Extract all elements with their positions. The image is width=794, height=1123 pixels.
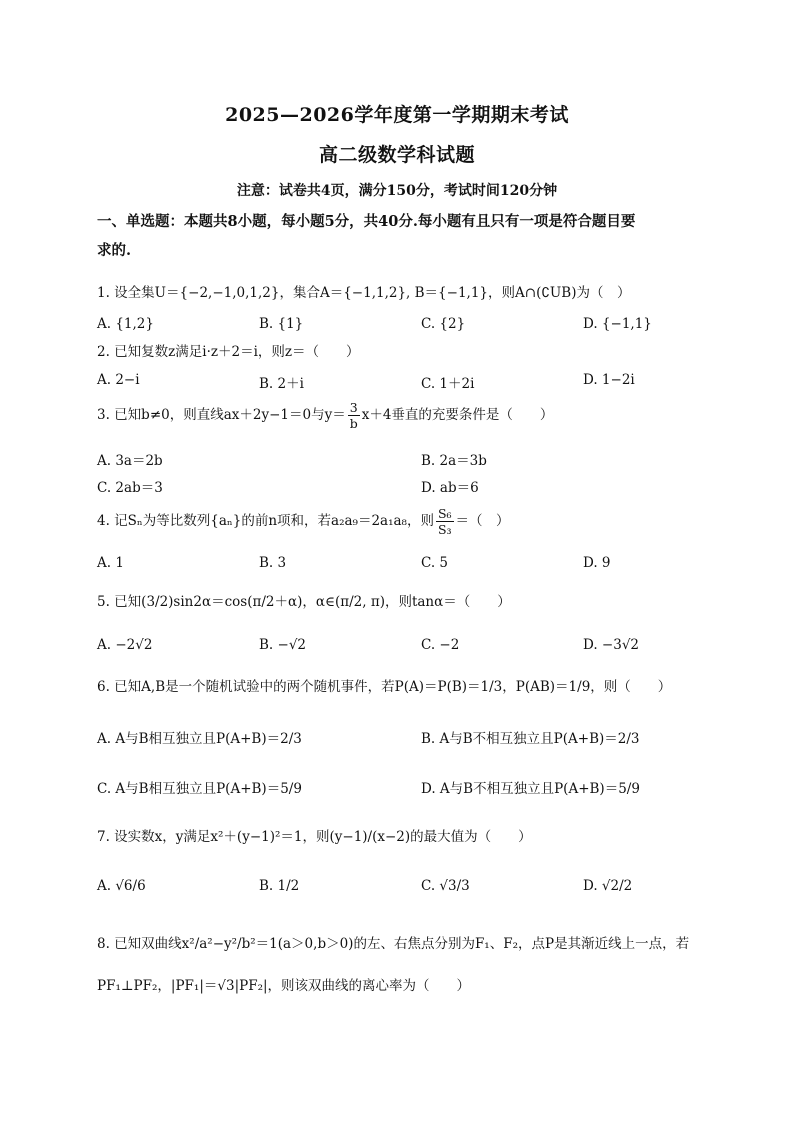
section-heading-line-2: 求的.	[97, 242, 132, 259]
fraction-numerator: 3	[348, 400, 360, 416]
option-a[interactable]: A. {1,2}	[97, 316, 154, 332]
question-6-options-row-2	[97, 777, 707, 799]
option-d[interactable]: D. −3√2	[583, 637, 640, 653]
option-d[interactable]: D. {−1,1}	[583, 316, 652, 332]
option-b[interactable]: B. A与B不相互独立且P(A+B)＝2/3	[421, 731, 640, 747]
exam-notice: 注意：试卷共4页，满分150分，考试时间120分钟	[236, 183, 558, 199]
option-d[interactable]: D. √2/2	[583, 878, 633, 894]
option-b[interactable]: B. 2a＝3b	[421, 453, 487, 469]
question-2-options	[97, 372, 707, 394]
option-d[interactable]: D. A与B不相互独立且P(A+B)＝5/9	[421, 781, 640, 797]
option-c[interactable]: C. 2ab＝3	[97, 480, 163, 496]
question-3	[97, 400, 707, 431]
question-4-text-before: 4. 记Sₙ为等比数列{aₙ}的前n项和，若a₂a₉＝2a₁a₈，则	[97, 513, 434, 529]
question-4-fraction	[436, 506, 454, 537]
option-a[interactable]: A. −2√2	[97, 637, 153, 653]
question-4-text-after: ＝（ ）	[455, 513, 510, 529]
option-c[interactable]: C. √3/3	[421, 878, 470, 894]
option-c[interactable]: C. 5	[421, 555, 449, 571]
option-b[interactable]: B. 2＋i	[259, 376, 304, 392]
option-a[interactable]: A. 2−i	[97, 372, 140, 388]
fraction-numerator: S₆	[437, 506, 452, 521]
question-6: 6. 已知A,B是一个随机试验中的两个随机事件，若P(A)＝P(B)＝1/3，P(AB)＝1/9，则（ ）	[97, 679, 672, 695]
option-c[interactable]: C. −2	[421, 637, 460, 653]
question-8-line-2: PF₁⊥PF₂，|PF₁|＝√3|PF₂|，则该双曲线的离心率为（ ）	[97, 978, 471, 994]
question-8-line-1: 8. 已知双曲线x²/a²−y²/b²＝1(a＞0,b＞0)的左、右焦点分别为F₁、F₂，点P是其渐近线上一点，若	[97, 936, 690, 952]
option-b[interactable]: B. −√2	[259, 637, 307, 653]
option-b[interactable]: B. {1}	[259, 316, 304, 332]
question-7-options	[97, 878, 707, 900]
exam-subtitle: 高二级数学科试题	[318, 144, 475, 166]
question-4	[97, 506, 707, 537]
question-1: 1. 设全集U＝{−2,−1,0,1,2}，集合A＝{−1,1,2}, B＝{−1,1}，则A∩(∁UB)为（ ）	[97, 285, 631, 301]
section-heading	[97, 207, 707, 265]
question-3-text-before: 3. 已知b≠0，则直线ax＋2y−1＝0与y＝	[97, 407, 346, 423]
option-b[interactable]: B. 3	[259, 555, 287, 571]
question-2: 2. 已知复数z满足i·z＋2＝i，则z＝（ ）	[97, 344, 360, 360]
option-a[interactable]: A. 1	[97, 555, 124, 571]
question-3-options-row-2	[97, 476, 707, 498]
question-5-options	[97, 637, 707, 659]
option-d[interactable]: D. 9	[583, 555, 611, 571]
fraction-denominator: S₃	[437, 522, 452, 537]
option-c[interactable]: C. {2}	[421, 316, 466, 332]
option-a[interactable]: A. 3a＝2b	[97, 453, 163, 469]
option-a[interactable]: A. A与B相互独立且P(A+B)＝2/3	[97, 731, 302, 747]
question-3-text-after: x＋4垂直的充要条件是（ ）	[361, 407, 554, 423]
question-6-options-row-1	[97, 727, 707, 749]
question-4-options	[97, 555, 707, 577]
question-1-options	[97, 316, 707, 338]
exam-title: 2025—2026学年度第一学期期末考试	[225, 104, 569, 126]
option-c[interactable]: C. A与B相互独立且P(A+B)＝5/9	[97, 781, 302, 797]
option-b[interactable]: B. 1/2	[259, 878, 300, 894]
option-c[interactable]: C. 1＋2i	[421, 376, 475, 392]
option-a[interactable]: A. √6/6	[97, 878, 146, 894]
question-3-fraction	[348, 400, 360, 431]
section-heading-line-1: 一、单选题：本题共8小题，每小题5分，共40分.每小题有且只有一项是符合题目要	[97, 213, 636, 230]
question-3-options-row-1	[97, 449, 707, 471]
fraction-denominator: b	[349, 416, 358, 431]
option-d[interactable]: D. 1−2i	[583, 372, 635, 388]
option-d[interactable]: D. ab＝6	[421, 480, 479, 496]
question-5: 5. 已知(3/2)sin2α＝cos(π/2＋α)，α∈(π/2, π)，则tanα＝（ ）	[97, 594, 511, 610]
question-7: 7. 设实数x，y满足x²＋(y−1)²＝1，则(y−1)/(x−2)的最大值为（ ）	[97, 829, 532, 845]
